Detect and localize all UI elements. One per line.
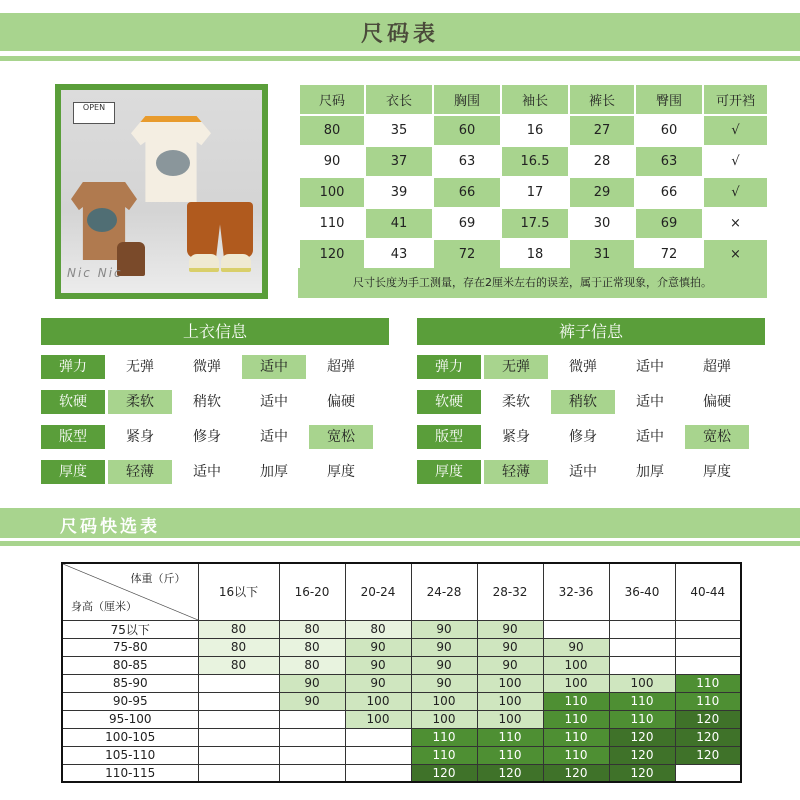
- attribute-label: 弹力: [417, 355, 481, 379]
- attribute-option: 紧身: [502, 429, 530, 445]
- grid-size-cell: 120: [411, 764, 477, 782]
- size-table-header-cell: 尺码: [299, 84, 365, 115]
- pants-info-row: [417, 425, 749, 449]
- attribute-label: 软硬: [417, 390, 481, 414]
- measure-cell: 17: [501, 177, 569, 208]
- grid-empty-cell: [279, 764, 345, 782]
- grid-size-cell: 120: [477, 764, 543, 782]
- grid-size-cell: 90: [345, 656, 411, 674]
- measure-cell: 69: [433, 208, 501, 239]
- measure-cell: 66: [433, 177, 501, 208]
- height-header-cell: 100-105: [62, 728, 198, 746]
- grid-size-cell: 110: [543, 692, 609, 710]
- grid-size-cell: 80: [198, 656, 279, 674]
- grid-size-cell: 100: [477, 692, 543, 710]
- grid-empty-cell: [198, 674, 279, 692]
- grid-size-cell: 90: [411, 656, 477, 674]
- size-table-header-row: [299, 84, 768, 115]
- grid-size-cell: 120: [609, 764, 675, 782]
- weight-header-cell: 36-40: [609, 563, 675, 620]
- grid-size-cell: 80: [345, 620, 411, 638]
- attribute-option-selected: 轻薄: [108, 460, 172, 484]
- quick-select-banner: [0, 508, 800, 538]
- grid-size-cell: 90: [477, 620, 543, 638]
- page-title: 尺码表: [360, 22, 439, 47]
- attribute-option-selected: 稍软: [551, 390, 615, 414]
- size-table-header-cell: 可开裆: [703, 84, 768, 115]
- attribute-option: 加厚: [260, 464, 288, 480]
- grid-empty-cell: [198, 728, 279, 746]
- measure-cell: 28: [569, 146, 635, 177]
- top-info-row: [41, 390, 373, 414]
- grid-size-cell: 100: [477, 674, 543, 692]
- measure-cell: 60: [433, 115, 501, 146]
- grid-size-cell: 120: [609, 728, 675, 746]
- size-table-header-cell: 胸围: [433, 84, 501, 115]
- size-table-header-cell: 裤长: [569, 84, 635, 115]
- grid-size-cell: 100: [477, 710, 543, 728]
- grid-row: [62, 656, 741, 674]
- attribute-option-selected: 无弹: [484, 355, 548, 379]
- measure-cell: 31: [569, 239, 635, 270]
- grid-size-cell: 120: [609, 746, 675, 764]
- grid-size-cell: 80: [198, 620, 279, 638]
- measure-cell: ×: [703, 208, 768, 239]
- tshirt-print-graphic: [87, 208, 117, 232]
- grid-empty-cell: [675, 620, 741, 638]
- product-photo: [61, 90, 262, 293]
- grid-size-cell: 90: [477, 656, 543, 674]
- attribute-option: 偏硬: [703, 394, 731, 410]
- top-info-title: 上衣信息: [41, 318, 389, 345]
- pants-info-title: 裤子信息: [417, 318, 765, 345]
- grid-row: [62, 692, 741, 710]
- header-divider: [0, 56, 800, 61]
- grid-row: [62, 764, 741, 782]
- attribute-option: 适中: [260, 429, 288, 445]
- size-cell: 80: [299, 115, 365, 146]
- weight-header-cell: 32-36: [543, 563, 609, 620]
- height-header-cell: 90-95: [62, 692, 198, 710]
- attribute-option-selected: 轻薄: [484, 460, 548, 484]
- measure-cell: 63: [433, 146, 501, 177]
- grid-size-cell: 90: [477, 638, 543, 656]
- grid-size-cell: 110: [411, 746, 477, 764]
- measure-cell: 35: [365, 115, 433, 146]
- attribute-option: 微弹: [569, 359, 597, 375]
- grid-size-cell: 110: [609, 692, 675, 710]
- measure-cell: 69: [635, 208, 703, 239]
- grid-size-cell: 100: [543, 674, 609, 692]
- size-table-row: [299, 146, 768, 177]
- size-table-header-cell: 衣长: [365, 84, 433, 115]
- height-header-cell: 110-115: [62, 764, 198, 782]
- grid-row: [62, 746, 741, 764]
- shoe-illustration: [189, 254, 219, 272]
- grid-size-cell: 110: [543, 728, 609, 746]
- grid-empty-cell: [609, 656, 675, 674]
- measure-cell: 30: [569, 208, 635, 239]
- attribute-label: 弹力: [41, 355, 105, 379]
- grid-row: [62, 710, 741, 728]
- measure-cell: √: [703, 177, 768, 208]
- measure-cell: 27: [569, 115, 635, 146]
- size-table-row: [299, 177, 768, 208]
- grid-size-cell: 120: [675, 728, 741, 746]
- grid-size-cell: 80: [198, 638, 279, 656]
- grid-size-cell: 80: [279, 620, 345, 638]
- pants-info-row: [417, 355, 749, 379]
- size-cell: 120: [299, 239, 365, 270]
- height-header-cell: 80-85: [62, 656, 198, 674]
- grid-empty-cell: [279, 746, 345, 764]
- attribute-option: 适中: [636, 359, 664, 375]
- attribute-option-selected: 柔软: [108, 390, 172, 414]
- measure-cell: √: [703, 115, 768, 146]
- grid-row: [62, 674, 741, 692]
- quick-select-title: 尺码快选表: [60, 517, 160, 537]
- attribute-option: 适中: [260, 394, 288, 410]
- measure-cell: 41: [365, 208, 433, 239]
- attribute-option: 偏硬: [327, 394, 355, 410]
- attribute-option: 修身: [193, 429, 221, 445]
- size-table-header-cell: 袖长: [501, 84, 569, 115]
- size-table-header-cell: 臀围: [635, 84, 703, 115]
- size-table-row: [299, 208, 768, 239]
- grid-size-cell: 110: [675, 674, 741, 692]
- grid-row: [62, 620, 741, 638]
- grid-size-cell: 90: [279, 692, 345, 710]
- attribute-option: 超弹: [703, 359, 731, 375]
- grid-size-cell: 80: [279, 638, 345, 656]
- attribute-option: 厚度: [327, 464, 355, 480]
- attribute-label: 厚度: [41, 460, 105, 484]
- quick-select-grid: [61, 562, 742, 783]
- grid-size-cell: 90: [345, 638, 411, 656]
- weight-header-cell: 40-44: [675, 563, 741, 620]
- top-info-row: [41, 425, 373, 449]
- size-cell: 100: [299, 177, 365, 208]
- measure-cell: √: [703, 146, 768, 177]
- attribute-label: 版型: [417, 425, 481, 449]
- grid-size-cell: 100: [411, 710, 477, 728]
- grid-size-cell: 100: [543, 656, 609, 674]
- grid-row: [62, 728, 741, 746]
- grid-size-cell: 100: [411, 692, 477, 710]
- grid-size-cell: 120: [675, 746, 741, 764]
- grid-size-cell: 90: [279, 674, 345, 692]
- grid-empty-cell: [198, 692, 279, 710]
- attribute-option: 适中: [193, 464, 221, 480]
- grid-corner-cell: [62, 563, 198, 620]
- top-info-row: [41, 460, 373, 484]
- grid-empty-cell: [345, 746, 411, 764]
- size-cell: 110: [299, 208, 365, 239]
- open-sign: OPEN: [73, 102, 115, 124]
- attribute-option: 柔软: [502, 394, 530, 410]
- weight-header-cell: 28-32: [477, 563, 543, 620]
- grid-size-cell: 90: [543, 638, 609, 656]
- grid-empty-cell: [279, 710, 345, 728]
- measure-cell: ×: [703, 239, 768, 270]
- attribute-option: 微弹: [193, 359, 221, 375]
- grid-size-cell: 110: [675, 692, 741, 710]
- attribute-option: 加厚: [636, 464, 664, 480]
- measure-cell: 18: [501, 239, 569, 270]
- weight-header-cell: 24-28: [411, 563, 477, 620]
- product-photo-frame: [55, 84, 268, 299]
- grid-size-cell: 110: [477, 746, 543, 764]
- size-table: [298, 83, 769, 271]
- top-info-row: [41, 355, 373, 379]
- attribute-option-selected: 适中: [242, 355, 306, 379]
- tshirt-print-graphic: [156, 150, 190, 176]
- grid-size-cell: 80: [279, 656, 345, 674]
- quick-select-divider: [0, 541, 800, 546]
- measure-cell: 17.5: [501, 208, 569, 239]
- attribute-option: 无弹: [126, 359, 154, 375]
- grid-empty-cell: [345, 728, 411, 746]
- grid-size-cell: 120: [675, 710, 741, 728]
- height-header-cell: 75以下: [62, 620, 198, 638]
- measure-cell: 37: [365, 146, 433, 177]
- grid-empty-cell: [609, 620, 675, 638]
- height-header-cell: 75-80: [62, 638, 198, 656]
- size-table-row: [299, 239, 768, 270]
- attribute-option: 超弹: [327, 359, 355, 375]
- attribute-option-selected: 宽松: [309, 425, 373, 449]
- floor-text: Nic Nic: [67, 266, 123, 280]
- attribute-label: 厚度: [417, 460, 481, 484]
- grid-size-cell: 110: [609, 710, 675, 728]
- attribute-option: 修身: [569, 429, 597, 445]
- grid-size-cell: 100: [609, 674, 675, 692]
- pants-info-row: [417, 460, 749, 484]
- grid-empty-cell: [609, 638, 675, 656]
- measure-cell: 72: [635, 239, 703, 270]
- height-header-cell: 85-90: [62, 674, 198, 692]
- measure-cell: 16.5: [501, 146, 569, 177]
- grid-size-cell: 110: [477, 728, 543, 746]
- attribute-option: 稍软: [193, 394, 221, 410]
- weight-header-cell: 20-24: [345, 563, 411, 620]
- grid-empty-cell: [198, 746, 279, 764]
- attribute-option: 厚度: [703, 464, 731, 480]
- weight-axis-label: 体重（斤）: [130, 572, 186, 585]
- size-table-row: [299, 115, 768, 146]
- grid-empty-cell: [543, 620, 609, 638]
- measure-cell: 29: [569, 177, 635, 208]
- measure-cell: 72: [433, 239, 501, 270]
- measure-cell: 60: [635, 115, 703, 146]
- grid-size-cell: 90: [411, 620, 477, 638]
- height-header-cell: 95-100: [62, 710, 198, 728]
- grid-empty-cell: [675, 764, 741, 782]
- grid-size-cell: 90: [411, 638, 477, 656]
- grid-size-cell: 110: [543, 746, 609, 764]
- grid-empty-cell: [198, 710, 279, 728]
- attribute-label: 版型: [41, 425, 105, 449]
- size-note: 尺寸长度为手工测量，存在2厘米左右的误差，属于正常现象，介意慎拍。: [298, 268, 767, 298]
- grid-empty-cell: [345, 764, 411, 782]
- weight-header-cell: 16以下: [198, 563, 279, 620]
- grid-row: [62, 638, 741, 656]
- attribute-option: 适中: [569, 464, 597, 480]
- attribute-label: 软硬: [41, 390, 105, 414]
- measure-cell: 39: [365, 177, 433, 208]
- size-cell: 90: [299, 146, 365, 177]
- shoe-illustration: [221, 254, 251, 272]
- shorts-illustration: [187, 202, 253, 258]
- weight-header-cell: 16-20: [279, 563, 345, 620]
- grid-size-cell: 110: [543, 710, 609, 728]
- measure-cell: 63: [635, 146, 703, 177]
- header-banner: [0, 13, 800, 51]
- grid-empty-cell: [279, 728, 345, 746]
- grid-empty-cell: [675, 638, 741, 656]
- attribute-option-selected: 宽松: [685, 425, 749, 449]
- pants-info-row: [417, 390, 749, 414]
- grid-size-cell: 100: [345, 692, 411, 710]
- height-axis-label: 身高（厘米）: [71, 599, 137, 613]
- grid-size-cell: 100: [345, 710, 411, 728]
- grid-size-cell: 110: [411, 728, 477, 746]
- height-header-cell: 105-110: [62, 746, 198, 764]
- grid-empty-cell: [675, 656, 741, 674]
- attribute-option: 紧身: [126, 429, 154, 445]
- grid-size-cell: 120: [543, 764, 609, 782]
- measure-cell: 43: [365, 239, 433, 270]
- grid-header-row: [62, 563, 741, 620]
- measure-cell: 16: [501, 115, 569, 146]
- grid-size-cell: 90: [345, 674, 411, 692]
- attribute-option: 适中: [636, 429, 664, 445]
- grid-empty-cell: [198, 764, 279, 782]
- attribute-option: 适中: [636, 394, 664, 410]
- measure-cell: 66: [635, 177, 703, 208]
- grid-size-cell: 90: [411, 674, 477, 692]
